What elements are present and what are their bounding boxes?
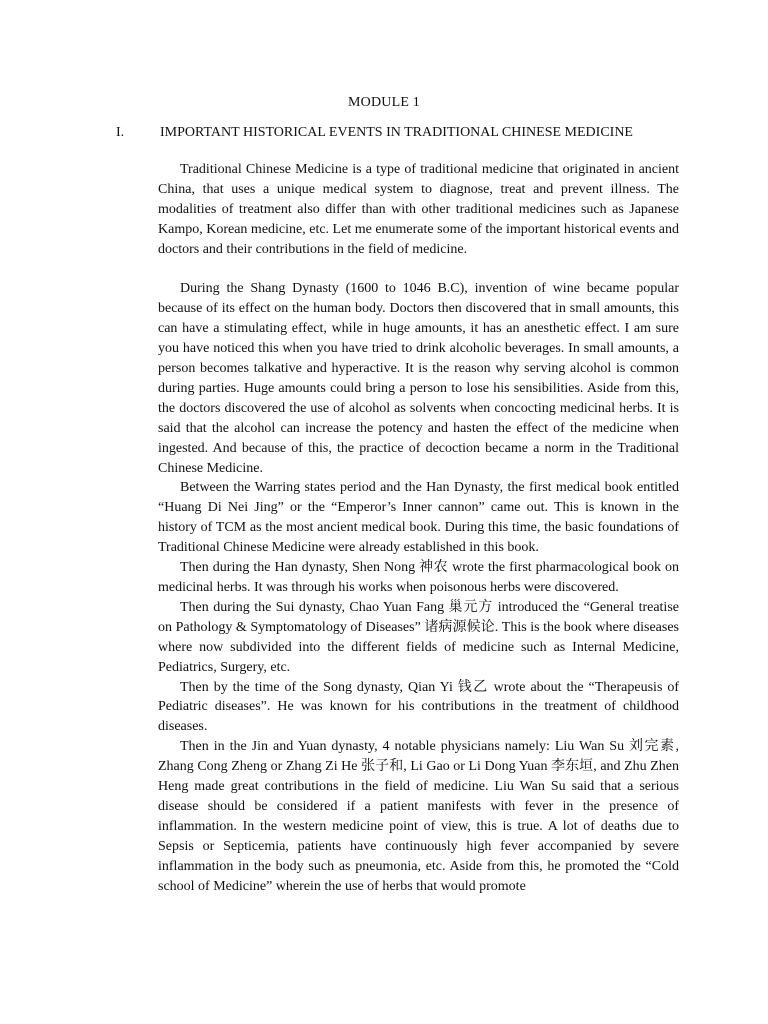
- section-title: IMPORTANT HISTORICAL EVENTS IN TRADITIONAL CHINESE MEDICINE: [160, 125, 633, 140]
- paragraph-warring-states: Between the Warring states period and the Han Dynasty, the first medical book entitled “Huang Di Nei Jing” or the “Emperor’s Inner cannon” came out. This is known in the history of TCM as the most ancient medical book. During this time, the basic foundations of Traditional Chinese Medicine were already established in this book.: [158, 480, 679, 556]
- paragraph-jin-yuan-dynasty: Then in the Jin and Yuan dynasty, 4 notable physicians namely: Liu Wan Su 刘完素, Zhang Cong Zheng or Zhang Zi He 张子和, Li Gao or Li Dong Yuan 李东垣, and Zhu Zhen Heng made great contributions in the field of medicine. Liu Wan Su said that a serious disease should be considered if a patient manifests with fever in the presence of inflammation. In the western medicine point of view, this is true. A lot of deaths due to Sepsis or Septicemia, patients have continuously high fever accompanied by severe inflammation in the body such as pneumonia, etc. Aside from this, he promoted the “Cold school of Medicine” wherein the use of herbs that would promote: [158, 739, 679, 894]
- paragraph-han-dynasty: Then during the Han dynasty, Shen Nong 神农 wrote the first pharmacological book on medicinal herbs. It was through his works when poisonous herbs were discovered.: [158, 560, 679, 596]
- paragraph-intro: Traditional Chinese Medicine is a type of traditional medicine that originated in ancient China, that uses a unique medical system to diagnose, treat and prevent illness. The modalities of treatment also differ than with other traditional medicines such as Japanese Kampo, Korean medicine, etc. Let me enumerate some of the important historical events and doctors and their contributions in the field of medicine.: [158, 162, 679, 257]
- section-number: I.: [116, 125, 125, 140]
- document-body: [158, 160, 679, 897]
- module-title: MODULE 1: [348, 95, 420, 110]
- paragraph-shang-dynasty: During the Shang Dynasty (1600 to 1046 B.C), invention of wine became popular because of its effect on the human body. Doctors then discovered that in small amounts, this can have a stimulating effect, while in huge amounts, it has an anesthetic effect. I am sure you have noticed this when you have tried to drink alcoholic beverages. In small amounts, a person becomes talkative and hyperactive. It is the reason why serving alcohol is common during parties. Huge amounts could bring a person to lose his sensibilities. Aside from this, the doctors discovered the use of alcohol as solvents when concocting medicinal herbs. It is said that the alcohol can increase the potency and hasten the effect of the medicine when ingested. And because of this, the practice of decoction became a norm in the Traditional Chinese Medicine.: [158, 281, 679, 476]
- paragraph-sui-dynasty: Then during the Sui dynasty, Chao Yuan Fang 巢元方 introduced the “General treatise on Pathology & Symptomatology of Diseases” 诸病源候论. This is the book where diseases where now subdivided into the different fields of medicine such as Internal Medicine, Pediatrics, Surgery, etc.: [158, 599, 679, 675]
- paragraph-song-dynasty: Then by the time of the Song dynasty, Qian Yi 钱乙 wrote about the “Therapeusis of Pediatric diseases”. He was known for his contributions in the treatment of childhood diseases.: [158, 679, 679, 735]
